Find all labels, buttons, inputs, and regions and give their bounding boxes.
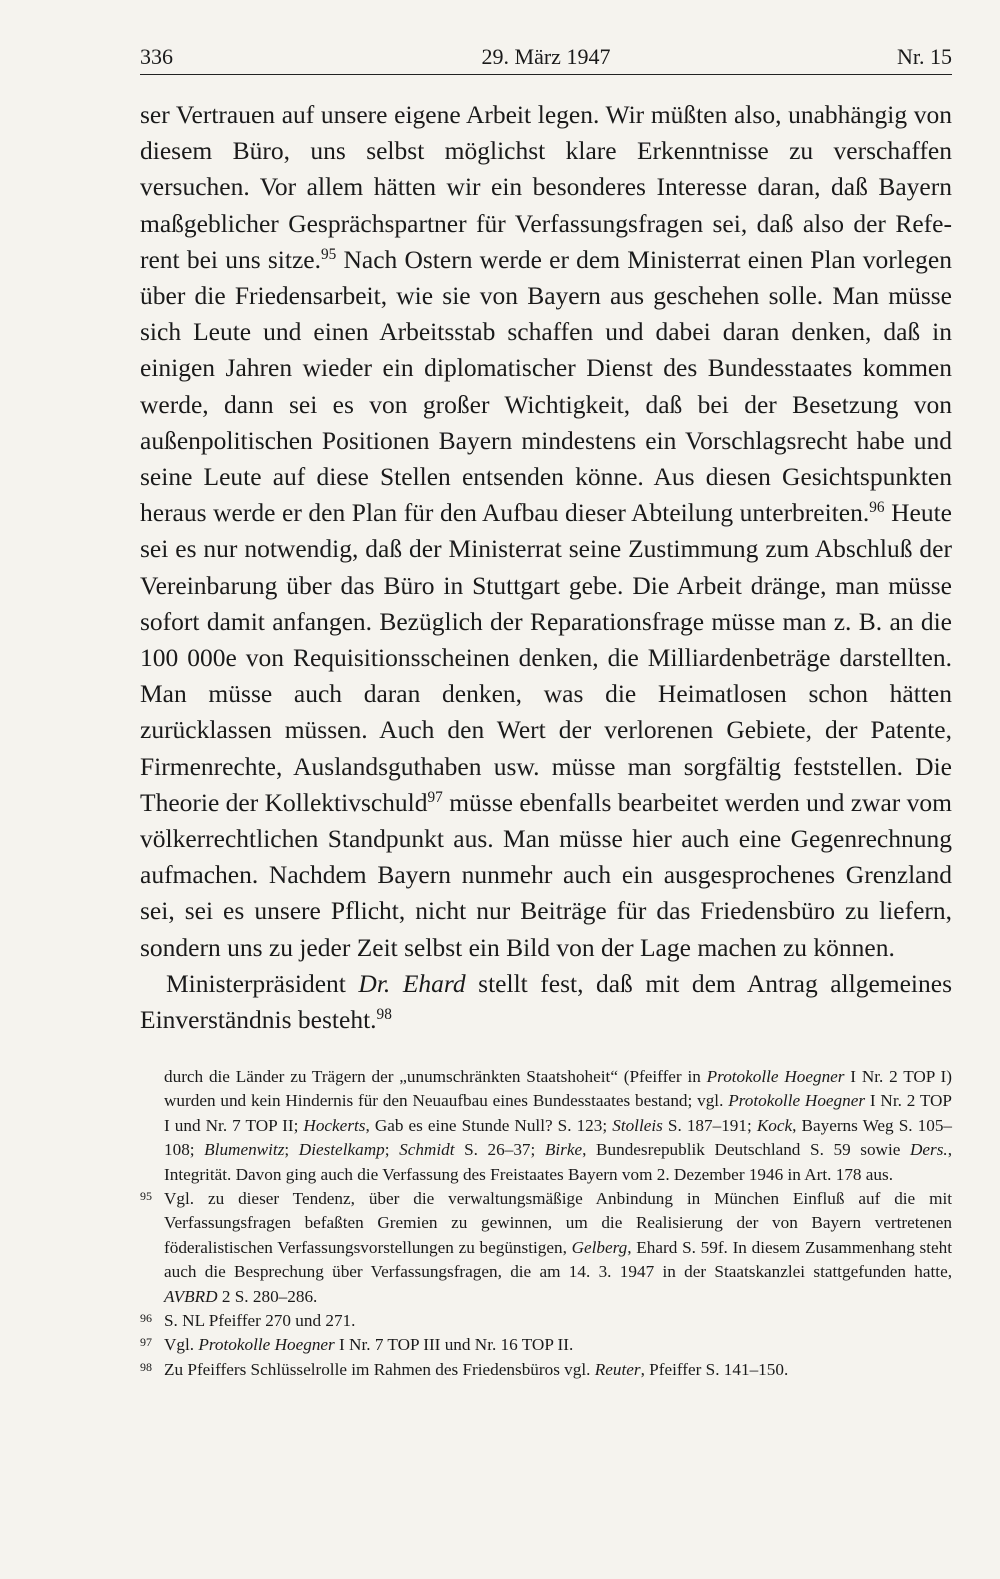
fn-text: S. 26–37;: [454, 1140, 545, 1160]
text-segment: Nach Ostern werde er dem Ministerrat einen Plan vorlegen über die Friedensarbeit, wie sie von Bayern aus geschehen solle. Man müsse sich Leute und einen Arbeitsstab schaffen und dabei daran denken, daß in einigen Jahren wieder ein diplomatischer Dienst des Bundesstaates kommen werde, dann sei es von großer Wichtigkeit, daß bei der Besetzung von außenpolitischen Positionen Bayern mindestens ein Vorschlagsrecht habe und seine Leute auf diese Stellen entsenden könne. Aus diesen Gesichtspunkten heraus werde er den Plan für den Aufbau dieser Abteilung unterbreiten.: [140, 244, 952, 528]
fn-text: 2 S. 280–286.: [217, 1286, 318, 1306]
fn-italic: Protokolle Hoegner: [728, 1091, 866, 1111]
fn-italic: Ders.: [909, 1140, 948, 1160]
text-segment: Heute sei es nur notwendig, daß der Ministerrat seine Zustimmung zum Abschluß der Vereinbarung über das Büro in Stuttgart gebe. Die Arbeit dränge, man müsse sofort damit anfangen. Bezüglich der Reparationsfrage müsse man z. B. an die 100 000e von Requisitionsscheinen denken, die Milliardenbeträge darstellten. Man müsse auch daran denken, was die Heimatlosen schon hätten zurücklassen müssen. Auch den Wert der verlorenen Gebiete, der Patente, Firmenrechte, Auslandsguthaben usw. müsse man sorgfältig feststellen. Die Theorie der Kollektivschuld: [140, 498, 952, 817]
running-header: [140, 44, 952, 75]
paragraph-2: [140, 966, 952, 1038]
footnote-97: [140, 1333, 952, 1357]
footnote-number: 95: [140, 1189, 152, 1204]
fn-italic: Protokolle Hoegner: [198, 1335, 335, 1355]
main-text: [140, 97, 952, 1038]
footnote-96: [140, 1309, 952, 1333]
fn-text: , Pfeiffer S. 141–150.: [640, 1359, 789, 1379]
fn-italic: Schmidt: [399, 1140, 455, 1160]
footnote-number: 98: [140, 1359, 152, 1374]
footnote-ref-97: 97: [427, 788, 443, 806]
fn-italic: Diestelkamp: [298, 1140, 385, 1160]
fn-text: , Bundesrepublik Deutschland S. 59 sowie: [582, 1140, 910, 1160]
fn-text: I Nr. 2 TOP I und Nr. 7 TOP II;: [164, 1091, 952, 1135]
footnote-94-continued: [140, 1065, 952, 1187]
fn-text: Vgl.: [164, 1335, 199, 1355]
paragraph-1: [140, 97, 952, 966]
fn-italic: Blumenwitz: [204, 1140, 285, 1160]
fn-text: durch die Länder zu Trägern der „unumschränkten Staatshoheit“ (Pfeiffer in: [164, 1067, 707, 1086]
fn-text: Vgl. zu dieser Tendenz, über die verwaltungsmäßige Anbindung in München Einfluß auf die mit Verfassungsfragen befaßten Gremien zu gewinnen, um die Realisierung der von Bayern vertretenen föderalistischen Verfassungsvorstellungen zu begünstigen,: [164, 1189, 952, 1257]
fn-text: ;: [284, 1140, 299, 1160]
fn-italic: Hockerts: [303, 1115, 366, 1135]
text-segment: Ministerpräsident: [166, 968, 359, 998]
fn-italic: Birke: [544, 1140, 583, 1160]
fn-text: I Nr. 2 TOP I) wurden und kein Hindernis für den Neuaufbau eines Bundesstaates bestand; vgl.: [164, 1067, 952, 1111]
fn-italic: Protokolle Hoegner: [706, 1067, 845, 1086]
speaker-name: Dr. Ehard: [358, 968, 466, 998]
fn-italic: Stolleis: [612, 1115, 663, 1135]
fn-text: I Nr. 7 TOP III und Nr. 16 TOP II.: [334, 1335, 574, 1355]
document-number: Nr. 15: [897, 44, 952, 69]
footnote-ref-96: 96: [869, 499, 885, 517]
footnote-95: [140, 1187, 952, 1309]
header-date: 29. März 1947: [481, 44, 611, 69]
footnote-ref-95: 95: [320, 245, 337, 263]
fn-italic: Gelberg: [571, 1237, 628, 1257]
fn-italic: Reuter: [594, 1359, 641, 1379]
footnotes: [140, 1065, 952, 1382]
fn-text: ;: [384, 1140, 400, 1160]
fn-text: S. NL Pfeiffer 270 und 271.: [164, 1311, 356, 1331]
text-segment: stellt fest, daß mit dem Antrag allgemeines Einverständnis besteht.: [140, 968, 952, 1035]
text-segment: müsse ebenfalls bearbeitet werden und zwar vom völkerrechtlichen Standpunkt aus. Man müsse hier auch eine Gegenrechnung aufmachen. Nachdem Bayern nunmehr auch ein ausgesprochenes Grenzland sei, sei es unsere Pflicht, nicht nur Beiträge für das Friedensbüro zu liefern, sondern uns zu jeder Zeit selbst ein Bild von der Lage machen zu können.: [140, 787, 953, 962]
fn-italic: Kock: [756, 1115, 793, 1135]
fn-text: S. 187–191;: [662, 1115, 757, 1135]
fn-text: , Integrität. Davon ging auch die Verfassung des Freistaates Bayern vom 2. Dezember 1946 in Art. 178 aus.: [164, 1140, 952, 1184]
fn-italic: AVBRD: [164, 1286, 218, 1306]
fn-text: , Ehard S. 59f. In diesem Zusammenhang steht auch die Besprechung über Verfassungsfragen, die am 14. 3. 1947 in der Staatskanzlei stattgefunden hatte,: [164, 1237, 952, 1282]
footnote-number: 96: [140, 1311, 152, 1326]
footnote-number: 97: [140, 1335, 152, 1350]
fn-text: , Gab es eine Stunde Null? S. 123;: [365, 1115, 613, 1135]
text-segment: ser Vertrauen auf unsere eigene Arbeit legen. Wir müßten also, unabhängig von diesem Büro, uns selbst möglichst klare Erkenntnisse zu verschaffen versuchen. Vor allem hätten wir ein besonderes Interesse daran, daß Bayern maßgeblicher Gesprächspartner für Verfassungsfragen sei, daß also der Referent bei uns sitze.: [140, 100, 952, 274]
fn-text: , Bayerns Weg S. 105–108;: [164, 1115, 953, 1160]
footnote-ref-98: 98: [376, 1005, 392, 1023]
page-number: 336: [140, 44, 173, 69]
footnote-98: [140, 1358, 952, 1382]
fn-text: Zu Pfeiffers Schlüsselrolle im Rahmen des Friedensbüros vgl.: [164, 1359, 595, 1379]
